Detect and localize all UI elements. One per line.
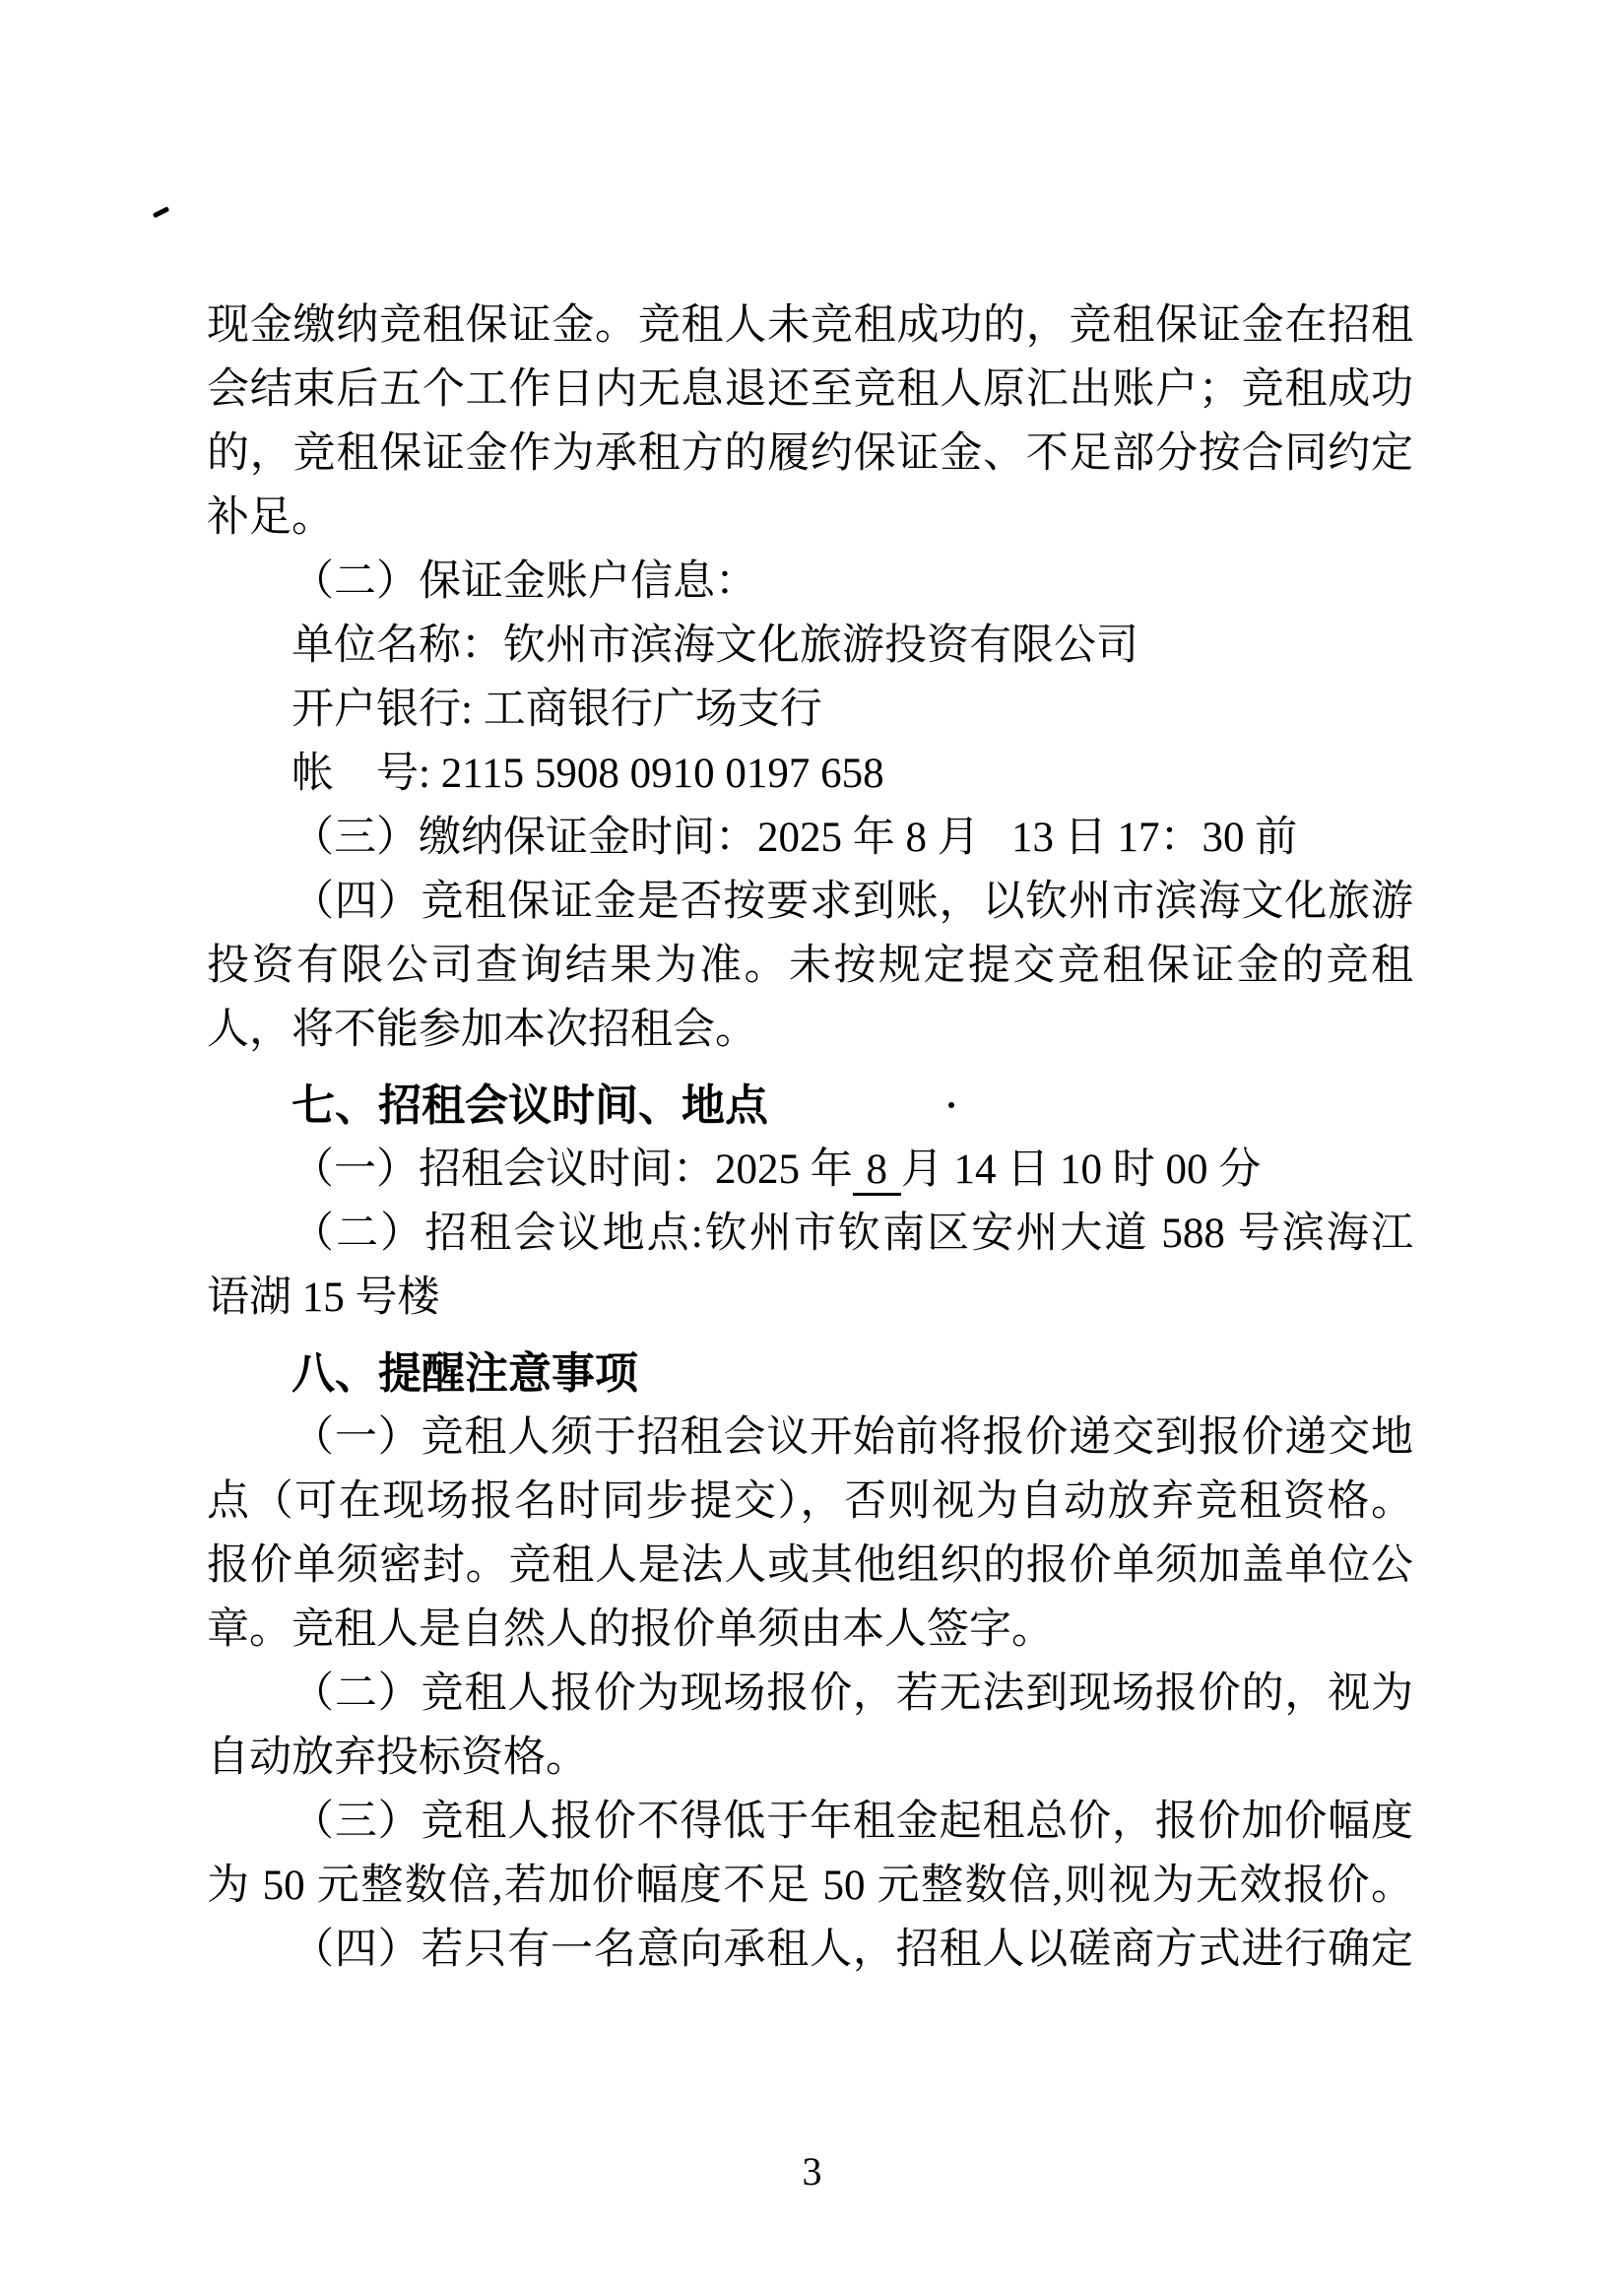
document-body [207,294,1413,1982]
text-segment: 点（可在现场报名时同步提交），否则视为自动放弃竞租资格。 [207,1478,1413,1525]
text-segment: 帐 号: 2115 5908 0910 0197 658 [292,751,884,797]
section-heading [207,1074,1413,1138]
text-line [207,1202,1413,1266]
text-line [207,1918,1413,1982]
text-line [207,806,1413,870]
text-segment: 的，竞租保证金作为承租方的履约保证金、不足部分按合同约定 [207,430,1413,477]
text-segment: 开户银行: 工商银行广场支行 [292,687,822,733]
text-segment: （二）保证金账户信息： [292,558,757,605]
text-segment: （四）若只有一名意向承租人，招租人以磋商方式进行确定 [292,1927,1413,1973]
text-line [207,294,1413,358]
text-segment: 单位名称：钦州市滨海文化旅游投资有限公司 [292,622,1138,669]
text-segment: 报价单须密封。竞租人是法人或其他组织的报价单须加盖单位公 [207,1542,1413,1589]
text-line [207,1790,1413,1854]
text-segment: 自动放弃投标资格。 [207,1735,588,1781]
text-segment: （一）招租会议时间：2025 年 [292,1146,853,1193]
text-line [207,1598,1413,1662]
text-segment: 章。竞租人是自然人的报价单须由本人签字。 [207,1606,1054,1653]
text-line [207,486,1413,550]
section-heading [207,1342,1413,1406]
text-segment: （二）竞租人报价为现场报价，若无法到现场报价的，视为 [292,1670,1413,1717]
text-segment: 投资有限公司查询结果为准。未按规定提交竞租保证金的竞租 [207,943,1413,989]
text-line [207,870,1413,934]
text-segment: 补足。 [207,494,334,541]
text-segment: 月 14 日 10 时 00 分 [900,1146,1262,1193]
text-line [207,1138,1413,1202]
text-line [207,1406,1413,1470]
text-line [207,550,1413,614]
text-line [207,998,1413,1062]
underlined-blank: 8 [853,1146,901,1196]
text-line [207,678,1413,742]
text-segment: 会结束后五个工作日内无息退还至竞租人原汇出账户；竞租成功 [207,366,1413,413]
text-segment: 现金缴纳竞租保证金。竞租人未竞租成功的，竞租保证金在招租 [207,302,1413,349]
text-segment: （四）竞租保证金是否按要求到账，以钦州市滨海文化旅游 [292,879,1413,925]
text-segment: 人，将不能参加本次招租会。 [207,1007,757,1053]
text-line [207,1662,1413,1726]
scan-artifact-dash [153,206,169,218]
text-line [207,1854,1413,1918]
text-line [207,358,1413,422]
text-segment: （三）缴纳保证金时间：2025 年 8 月 13 日 17：30 前 [292,815,1298,861]
text-line [207,1470,1413,1534]
text-line [207,742,1413,806]
text-segment: （二）招租会议地点:钦州市钦南区安州大道 588 号滨海江 [292,1211,1413,1257]
text-segment: （三）竞租人报价不得低于年租金起租总价，报价加价幅度 [292,1799,1413,1845]
text-segment: 八、提醒注意事项 [292,1349,638,1398]
text-line [207,1266,1413,1330]
text-line [207,934,1413,998]
text-segment: 为 50 元整数倍,若加价幅度不足 50 元整数倍,则视为无效报价。 [207,1863,1413,1909]
page-number: 3 [802,2149,822,2193]
text-segment: 七、招租会议时间、地点 [292,1081,768,1130]
text-line [207,422,1413,486]
text-segment: 语湖 15 号楼 [207,1275,440,1321]
text-line [207,1534,1413,1598]
text-line [207,614,1413,678]
text-segment: （一）竞租人须于招租会议开始前将报价递交到报价递交地 [292,1414,1413,1461]
text-line [207,1726,1413,1790]
